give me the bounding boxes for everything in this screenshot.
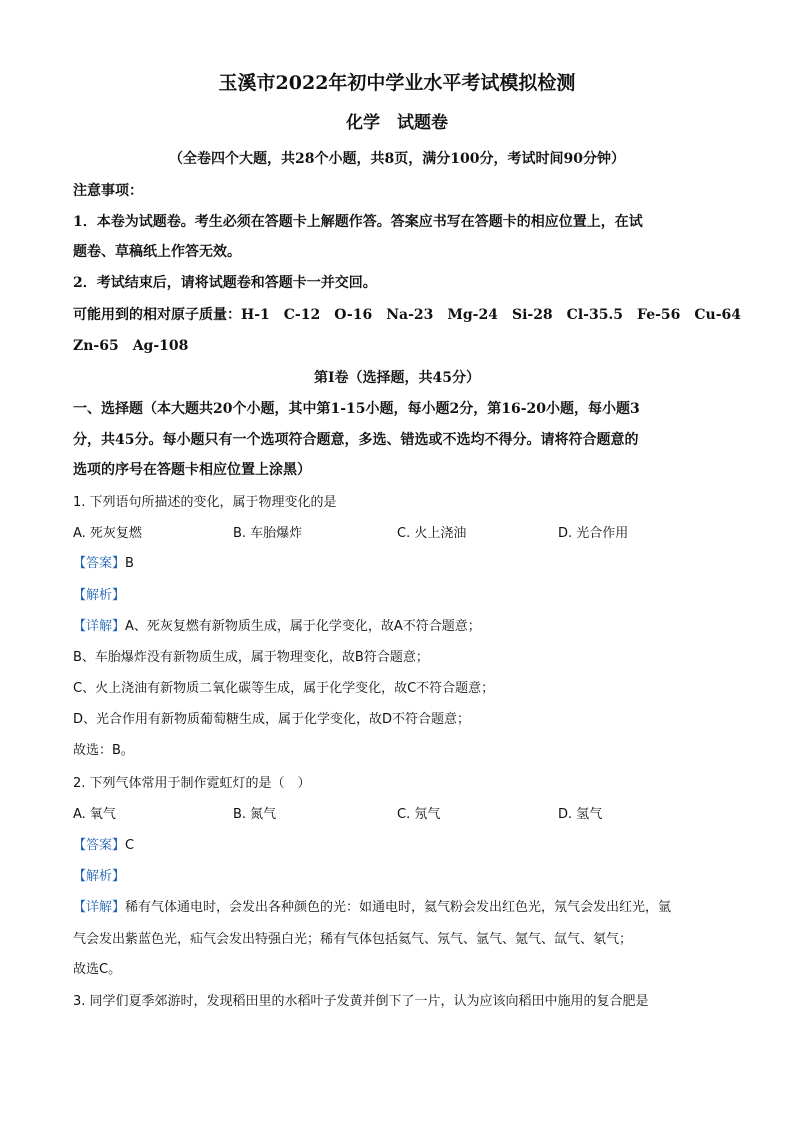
question-1-detail-line-1 xyxy=(73,616,481,638)
detail-text: 稀有气体通电时，会发出各种颜色的光：如通电时，氦气粉会发出红色光，氖气会发出红光，氩 xyxy=(125,900,672,915)
question-1-option-a: A. 死灰复燃 xyxy=(73,526,142,541)
page-subtitle: 化学 试题卷 xyxy=(346,113,448,133)
analysis-tag: 【解析】 xyxy=(73,588,126,603)
question-1-detail-line-4: D、光合作用有新物质葡萄糖生成，属于化学变化，故D不符合题意； xyxy=(73,712,471,727)
question-1-option-b: B. 车胎爆炸 xyxy=(233,526,303,541)
note-item-2: 2．考试结束后，请将试题卷和答题卡一并交回。 xyxy=(73,275,377,291)
question-2-analysis xyxy=(73,866,125,888)
question-1-stem: 1. 下列语句所描述的变化，属于物理变化的是 xyxy=(73,495,337,510)
atomic-mass-line-1: 可能用到的相对原子质量：H-1 C-12 O-16 Na-23 Mg-24 Si-28 Cl-35.5 Fe-56 Cu-64 xyxy=(73,307,742,323)
note-item-1-line-1: 1．本卷为试题卷。考生必须在答题卡上解题作答。答案应书写在答题卡的相应位置上，在试 xyxy=(73,214,643,230)
exam-info: （全卷四个大题，共28个小题，共8页，满分100分，考试时间90分钟） xyxy=(169,151,625,167)
question-1-option-d: D. 光合作用 xyxy=(558,526,629,541)
answer-value: C xyxy=(125,838,135,853)
detail-text: A、死灰复燃有新物质生成，属于化学变化，故A不符合题意； xyxy=(125,619,481,634)
analysis-tag: 【解析】 xyxy=(73,869,126,884)
question-2-option-c: C. 氖气 xyxy=(397,807,441,822)
part-instructions-line-3: 选项的序号在答题卡相应位置上涂黑） xyxy=(73,462,311,478)
volume-title: 第I卷（选择题，共45分） xyxy=(313,370,481,386)
question-3-stem: 3. 同学们夏季郊游时，发现稻田里的水稻叶子发黄并倒下了一片，认为应该向稻田中施用的复合肥是 xyxy=(73,994,649,1009)
note-item-1-line-2: 题卷、草稿纸上作答无效。 xyxy=(73,244,241,260)
question-2-detail-line-2: 气会发出紫蓝色光，疝气会发出特强白光；稀有气体包括氦气、氖气、氩气、氪气、氙气、氡气； xyxy=(73,932,633,947)
question-2-detail-line-1 xyxy=(73,897,671,919)
question-2-option-a: A. 氧气 xyxy=(73,807,116,822)
answer-value: B xyxy=(125,556,134,571)
question-1-detail-line-3: C、火上浇油有新物质二氧化碳等生成，属于化学变化，故C不符合题意； xyxy=(73,681,495,696)
question-1-analysis xyxy=(73,585,125,607)
page-title: 玉溪市2022年初中学业水平考试模拟检测 xyxy=(218,72,576,94)
answer-tag: 【答案】 xyxy=(73,838,126,853)
part-instructions-line-1: 一、选择题（本大题共20个小题，其中第1-15小题，每小题2分，第16-20小题，每小题3 xyxy=(73,401,640,417)
question-1-answer xyxy=(73,553,134,575)
detail-tag: 【详解】 xyxy=(73,900,126,915)
detail-tag: 【详解】 xyxy=(73,619,126,634)
question-2-stem: 2. 下列气体常用于制作霓虹灯的是（ ） xyxy=(73,776,311,791)
question-1-conclusion: 故选：B。 xyxy=(73,743,134,758)
notes-heading: 注意事项： xyxy=(73,183,143,199)
question-1-detail-line-2: B、车胎爆炸没有新物质生成，属于物理变化，故B符合题意； xyxy=(73,650,429,665)
part-instructions-line-2: 分，共45分。每小题只有一个选项符合题意，多选、错选或不选均不得分。请将符合题意的 xyxy=(73,432,639,448)
atomic-mass-line-2: Zn-65 Ag-108 xyxy=(73,338,189,354)
question-2-answer xyxy=(73,835,134,857)
answer-tag: 【答案】 xyxy=(73,556,126,571)
question-2-conclusion: 故选C。 xyxy=(73,962,122,977)
question-1-option-c: C. 火上浇油 xyxy=(397,526,467,541)
question-2-option-b: B. 氮气 xyxy=(233,807,277,822)
question-2-option-d: D. 氢气 xyxy=(558,807,603,822)
